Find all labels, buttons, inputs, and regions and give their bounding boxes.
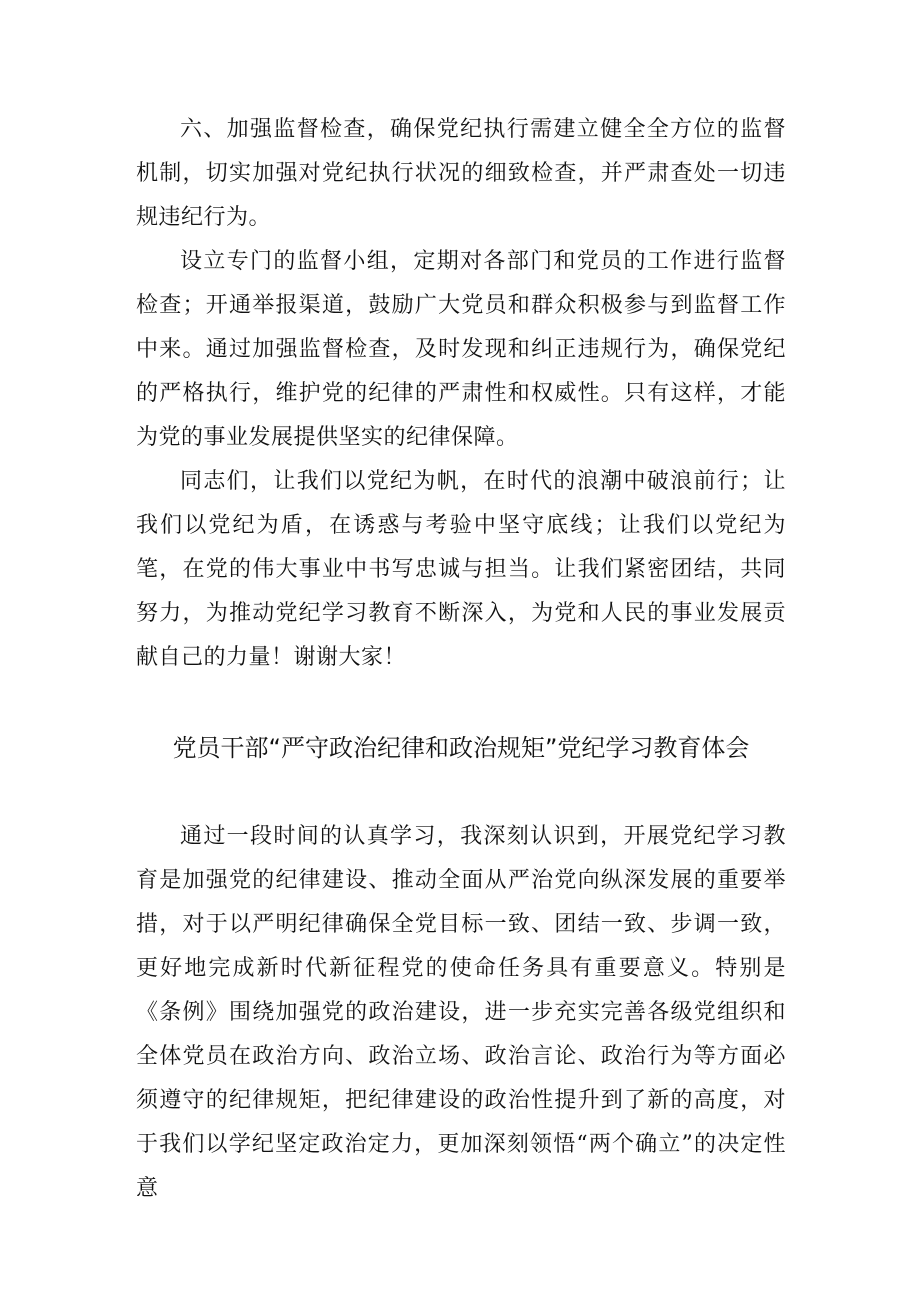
section-title: 党员干部“严守政治纪律和政治规矩”党纪学习教育体会 (172, 734, 750, 762)
paragraph-supervision-details: 设立专门的监督小组，定期对各部门和党员的工作进行监督检查；开通举报渠道，鼓励广大党员和群众积极参与到监督工作中来。通过加强监督检查，及时发现和纠正违规行为，确保党纪的严格执行，维护党的纪律的严肃性和权威性。只有这样，才能为党的事业发展提供坚实的纪律保障。 (136, 249, 786, 450)
paragraph-closing-remarks: 同志们，让我们以党纪为帆，在时代的浪潮中破浪前行；让我们以党纪为盾，在诱惑与考验中坚守底线；让我们以党纪为笔，在党的伟大事业中书写忠诚与担当。让我们紧密团结，共同努力，为推动党纪学习教育不断深入，为党和人民的事业发展贡献自己的力量！谢谢大家！ (136, 469, 786, 670)
paragraph-study-reflection: 通过一段时间的认真学习，我深刻认识到，开展党纪学习教育是加强党的纪律建设、推动全面从严治党向纵深发展的重要举措，对于以严明纪律确保全党目标一致、团结一致、步调一致，更好地完成新时代新征程党的使命任务具有重要意义。特别是《条例》围绕加强党的政治建设，进一步充实完善各级党组织和全体党员在政治方向、政治立场、政治言论、政治行为等方面必须遵守的纪律规矩，把纪律建设的政治性提升到了新的高度，对于我们以学纪坚定政治定力，更加深刻领悟“两个确立”的决定性意 (136, 824, 786, 1201)
paragraph-supervision: 六、加强监督检查，确保党纪执行需建立健全全方位的监督机制，切实加强对党纪执行状况的细致检查，并严肃查处一切违规违纪行为。 (136, 117, 786, 230)
